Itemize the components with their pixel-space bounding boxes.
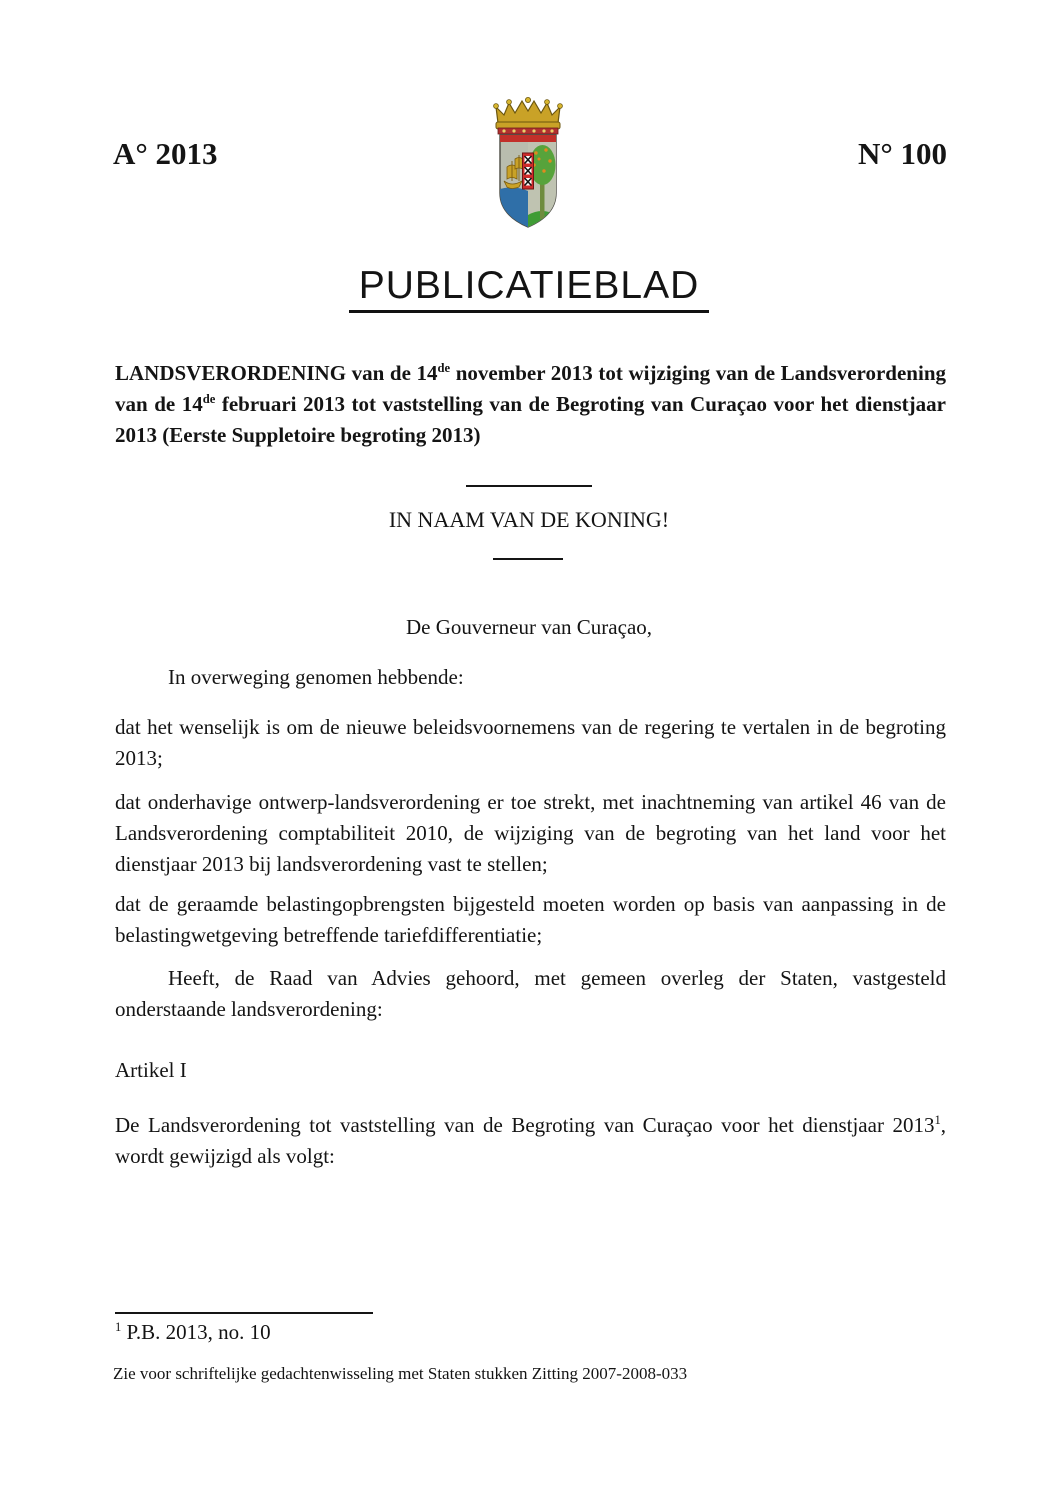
governor-line: De Gouverneur van Curaçao, xyxy=(405,615,653,639)
section-divider-short xyxy=(493,558,563,560)
header-year-label: A° 2013 xyxy=(113,136,218,171)
title-row xyxy=(0,263,1058,313)
footnote-1: $^1$ P.B. 2013, no. 10 xyxy=(115,1320,271,1344)
considering-intro: In overweging genomen hebbende: xyxy=(168,665,464,689)
consideration-paragraph-3: dat de geraamde belastingopbrengsten bijgesteld moeten worden op basis van aanpassing in de belastingwetgeving betreffende tariefdifferentiatie; xyxy=(115,892,946,947)
enactment-paragraph: Heeft, de Raad van Advies gehoord, met gemeen overleg der Staten, vastgesteld onderstaande landsverordening: xyxy=(115,966,946,1021)
archive-note: Zie voor schriftelijke gedachtenwisseling met Staten stukken Zitting 2007-2008-033 xyxy=(113,1364,688,1383)
consideration-paragraph-1: dat het wenselijk is om de nieuwe beleidsvoornemens van de regering te vertalen in de begroting 2013; xyxy=(115,715,946,770)
proclamation-line: IN NAAM VAN DE KONING! xyxy=(388,507,670,532)
article-heading: Artikel I xyxy=(115,1058,187,1082)
footnote-separator xyxy=(115,1312,373,1314)
page-title: PUBLICATIEBLAD xyxy=(349,263,710,313)
consideration-paragraph-2: dat onderhavige ontwerp-landsverordening er toe strekt, met inachtneming van artikel 46 van de Landsverordening comptabiliteit 2010, de wijziging van de begroting van het land voor het dienstjaar 2013 bij landsverordening vast te stellen; xyxy=(115,790,946,876)
article-paragraph: De Landsverordening tot vaststelling van de Begroting van Curaçao voor het dienstjaar 2013$^1$, wordt gewijzigd als volgt: xyxy=(115,1113,946,1168)
intro-paragraph: LANDSVERORDENING van de 14de november 2013 tot wijziging van de Landsverordening van de 14de februari 2013 tot vaststelling van de Begroting van Curaçao voor het dienstjaar 2013 (Eerste Suppletoire begroting 2013) xyxy=(115,361,946,447)
curacao-coat-of-arms-icon xyxy=(484,97,572,233)
header-number-label: N° 100 xyxy=(857,136,947,171)
section-divider-long xyxy=(466,485,592,487)
